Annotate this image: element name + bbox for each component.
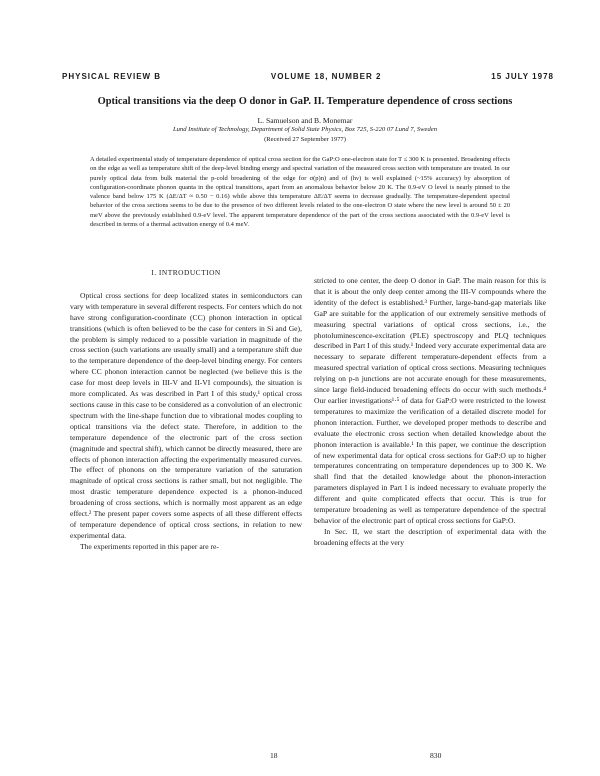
abstract: A detailed experimental study of temperature dependence of optical cross section for the GaP:O one-electron state for T ≤ 300 K is presented. Broadening effects on the edge as well as temperature shift of the deep-level binding energy and spectral variation of the measured cross section with temperature are treated. In our purely optical data from bulk material the p-cold broadening of the edge for σ(p)n) and of (hν) is well explained (~15% accuracy) by absorption of configuration-coordinate phonon quanta in the optical transitions, apart from an anomalous behavior below 20 K. The 0.9-eV O level is nearly pinned to the valence band below 175 K (ΔE/ΔT ≈ 0.50 − 0.16) while above this temperature ΔE/ΔT seems to decrease gradually. The temperature-dependent spectral behavior of the cross sections seems to be due to the presence of two different levels related to the one-electron O state where the new level is around 50 ± 20 meV above the previously established 0.9-eV level. The apparent temperature dependence of the part of the cross sections associated with the 0.9-eV level is described in terms of a thermal activation energy of 0.4 meV. (90, 156, 510, 229)
intro-paragraph-1: Optical cross sections for deep localized states in semiconductors can vary with temperature in several different respects. For centers which do not have strong configuration-coordinate (CC) phonon interaction in optical transitions (which is often believed to be the case for centers in Si and Ge), the problem is simply reduced to a possible variation in magnitude of the cross section (such variations are usually small) and a temperature shift due to the temperature dependence of the deep-level binding energy. For centers where CC phonon interaction cannot be neglected (we believe this is the case for most deep levels in III-V and II-VI compounds), the situation is more complicated. As was described in Part I of this study,¹ optical cross sections cause in this case to be considered as a convolution of an electronic spectrum with the line-shape function due to vibrational modes coupling to optical transitions via the defect state. Therefore, in addition to the temperature dependence of the electronic part of the cross section (magnitude and spectral shift), which cannot be directly measured, there are effects of phonon interaction affecting the experimentally measured curves. The effect of phonons on the temperature variation of the saturation magnitude of optical cross sections is rather small, but not negligible. The most drastic temperature dependence expected is a phonon-induced broadening of cross sections, which is normally most apparent as an edge effect.² The present paper covers some aspects of all these different effects of temperature dependence of optical cross sections, in relation to new experimental data. (70, 290, 302, 540)
author-affiliation: Lund Institute of Technology, Department of Solid State Physics, Box 725, S-220 07 Lund 7, Sweden (172, 126, 438, 133)
page-number-right: 830 (430, 751, 442, 760)
intro-paragraph-2: The experiments reported in this paper are re- (80, 541, 219, 551)
section-heading: I. INTRODUCTION (151, 268, 221, 277)
right-column (314, 276, 546, 549)
issue-date: 15 JULY 1978 (491, 72, 554, 81)
page-number-left: 18 (270, 751, 278, 760)
right-paragraph-1: stricted to one center, the deep O donor in GaP. The main reason for this is that it is about the only deep center among the III-V compounds where the identity of the defect is established.³ Further, large-band-gap materials like GaP are suitable for the application of our extremely sensitive methods of measuring spectral variations of optical cross sections, i.e., the photoluminescence-excitation (PLE) spectroscopy and PLQ techniques described in Part I of this study.¹ Indeed very accurate experimental data are necessary to separate different temperature-dependent effects from a measured spectral variation of optical cross sections. Measuring techniques relying on p-n junctions are not accurate enough for these measurements, since large field-induced broadening effects do occur with such methods.⁴ Our earlier investigations¹·⁵ of data for GaP:O were restricted to the lowest temperatures to maximize the verification of a detailed discrete model for phonon interaction. Further, we developed proper methods to describe and evaluate the electronic cross section when detailed knowledge about the phonon interaction is available.¹ In this paper, we continue the description of new experimental data for optical cross sections for GaP:O up to higher temperatures concentrating on temperature dependences up to 300 K. We shall find that the detailed knowledge about the phonon-interaction parameters displayed in Part I is indeed necessary to evaluate properly the different and quite complicated effects that occur. This is true for temperature broadening as well as temperature dependence of the spectral behavior of the electronic part of optical cross sections for GaP:O. (314, 276, 546, 525)
journal-name: PHYSICAL REVIEW B (62, 72, 162, 81)
right-paragraph-2: In Sec. II, we start the description of experimental data with the broadening effects at the very (314, 526, 546, 547)
running-header (62, 72, 554, 81)
article-authors: L. Samuelson and B. Monemar (257, 116, 353, 125)
volume-number: VOLUME 18, NUMBER 2 (270, 72, 382, 81)
left-column (70, 268, 302, 553)
article-title: Optical transitions via the deep O donor in GaP. II. Temperature dependence of cross sections (97, 96, 513, 107)
received-date: (Received 27 September 1977) (264, 136, 346, 143)
